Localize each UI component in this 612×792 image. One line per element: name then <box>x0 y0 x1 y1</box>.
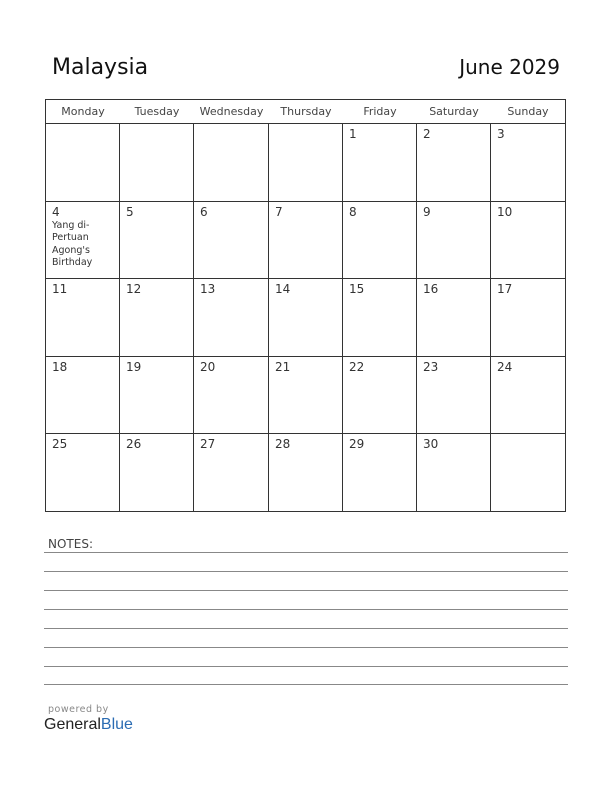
day-number: 26 <box>126 437 142 452</box>
day-number: 11 <box>52 282 68 297</box>
day-cell[interactable] <box>491 124 565 202</box>
weekday-header-row <box>46 100 565 124</box>
day-cell[interactable] <box>491 357 565 435</box>
day-cell[interactable] <box>417 357 491 435</box>
day-number: 25 <box>52 437 68 452</box>
day-cell[interactable] <box>269 357 343 435</box>
day-cell[interactable] <box>46 124 120 202</box>
day-cell[interactable] <box>417 279 491 357</box>
day-cell[interactable] <box>343 279 417 357</box>
day-cell[interactable] <box>46 357 120 435</box>
day-number: 10 <box>497 204 513 219</box>
day-cell[interactable] <box>269 202 343 280</box>
day-cell[interactable] <box>120 202 194 280</box>
day-cell[interactable] <box>269 279 343 357</box>
day-number: 7 <box>275 204 283 219</box>
day-cell[interactable] <box>194 434 269 512</box>
weekday-header: Tuesday <box>134 105 180 118</box>
day-cell[interactable] <box>120 357 194 435</box>
note-line <box>44 666 568 667</box>
note-line <box>44 571 568 572</box>
day-cell[interactable] <box>194 124 269 202</box>
weekday-header: Sunday <box>507 105 549 118</box>
day-number: 5 <box>126 204 134 219</box>
day-number: 24 <box>497 359 513 374</box>
day-number: 21 <box>275 359 291 374</box>
day-cell[interactable] <box>120 279 194 357</box>
notes-label: NOTES: <box>48 537 93 551</box>
day-number: 6 <box>200 204 208 219</box>
day-number: 15 <box>349 282 365 297</box>
day-cell[interactable] <box>46 202 120 280</box>
day-cell[interactable] <box>491 434 565 512</box>
day-number: 8 <box>349 204 357 219</box>
note-line <box>44 684 568 685</box>
day-number: 12 <box>126 282 142 297</box>
day-cell[interactable] <box>417 124 491 202</box>
day-cell[interactable] <box>343 124 417 202</box>
note-line <box>44 628 568 629</box>
day-cell[interactable] <box>194 357 269 435</box>
day-number: 17 <box>497 282 513 297</box>
day-number: 3 <box>497 127 505 141</box>
calendar-grid <box>45 99 566 512</box>
holiday-label: Yang di-Pertuan Agong's Birthday <box>52 219 93 269</box>
day-number: 23 <box>423 359 439 374</box>
day-cell[interactable] <box>491 279 565 357</box>
month-year-title: June 2029 <box>459 55 560 79</box>
day-number: 20 <box>200 359 216 374</box>
day-cell[interactable] <box>194 202 269 280</box>
weekday-header: Wednesday <box>199 105 264 118</box>
day-number: 16 <box>423 282 439 297</box>
weekday-header: Friday <box>363 105 397 118</box>
day-cell[interactable] <box>269 124 343 202</box>
note-line <box>44 609 568 610</box>
day-number: 19 <box>126 359 142 374</box>
day-cell[interactable] <box>120 434 194 512</box>
country-title: Malaysia <box>52 55 149 80</box>
note-line <box>44 552 568 553</box>
day-cell[interactable] <box>269 434 343 512</box>
day-number: 29 <box>349 437 365 452</box>
day-number: 18 <box>52 359 68 374</box>
day-number: 22 <box>349 359 365 374</box>
day-cell[interactable] <box>417 434 491 512</box>
weekday-header: Thursday <box>280 105 332 118</box>
day-cell[interactable] <box>194 279 269 357</box>
day-cell[interactable] <box>491 202 565 280</box>
day-cell[interactable] <box>120 124 194 202</box>
brand-logo <box>44 716 133 734</box>
day-cell[interactable] <box>343 357 417 435</box>
day-cell[interactable] <box>46 434 120 512</box>
note-line <box>44 590 568 591</box>
note-line <box>44 647 568 648</box>
weekday-header: Monday <box>61 105 105 118</box>
day-number: 9 <box>423 204 431 219</box>
powered-by-text: powered by <box>48 704 109 715</box>
brand-blue-text: Blue <box>100 716 133 733</box>
day-number: 27 <box>200 437 216 452</box>
day-cell[interactable] <box>343 434 417 512</box>
day-cell[interactable] <box>46 279 120 357</box>
day-number: 4 <box>52 204 60 219</box>
weekday-header: Saturday <box>429 105 479 118</box>
day-number: 13 <box>200 282 216 297</box>
day-number: 1 <box>349 127 357 141</box>
day-number: 14 <box>275 282 291 297</box>
day-number: 2 <box>423 127 431 141</box>
day-number: 28 <box>275 437 291 452</box>
day-cell[interactable] <box>417 202 491 280</box>
brand-general-text: General <box>44 716 101 733</box>
day-cell[interactable] <box>343 202 417 280</box>
day-number: 30 <box>423 437 439 452</box>
